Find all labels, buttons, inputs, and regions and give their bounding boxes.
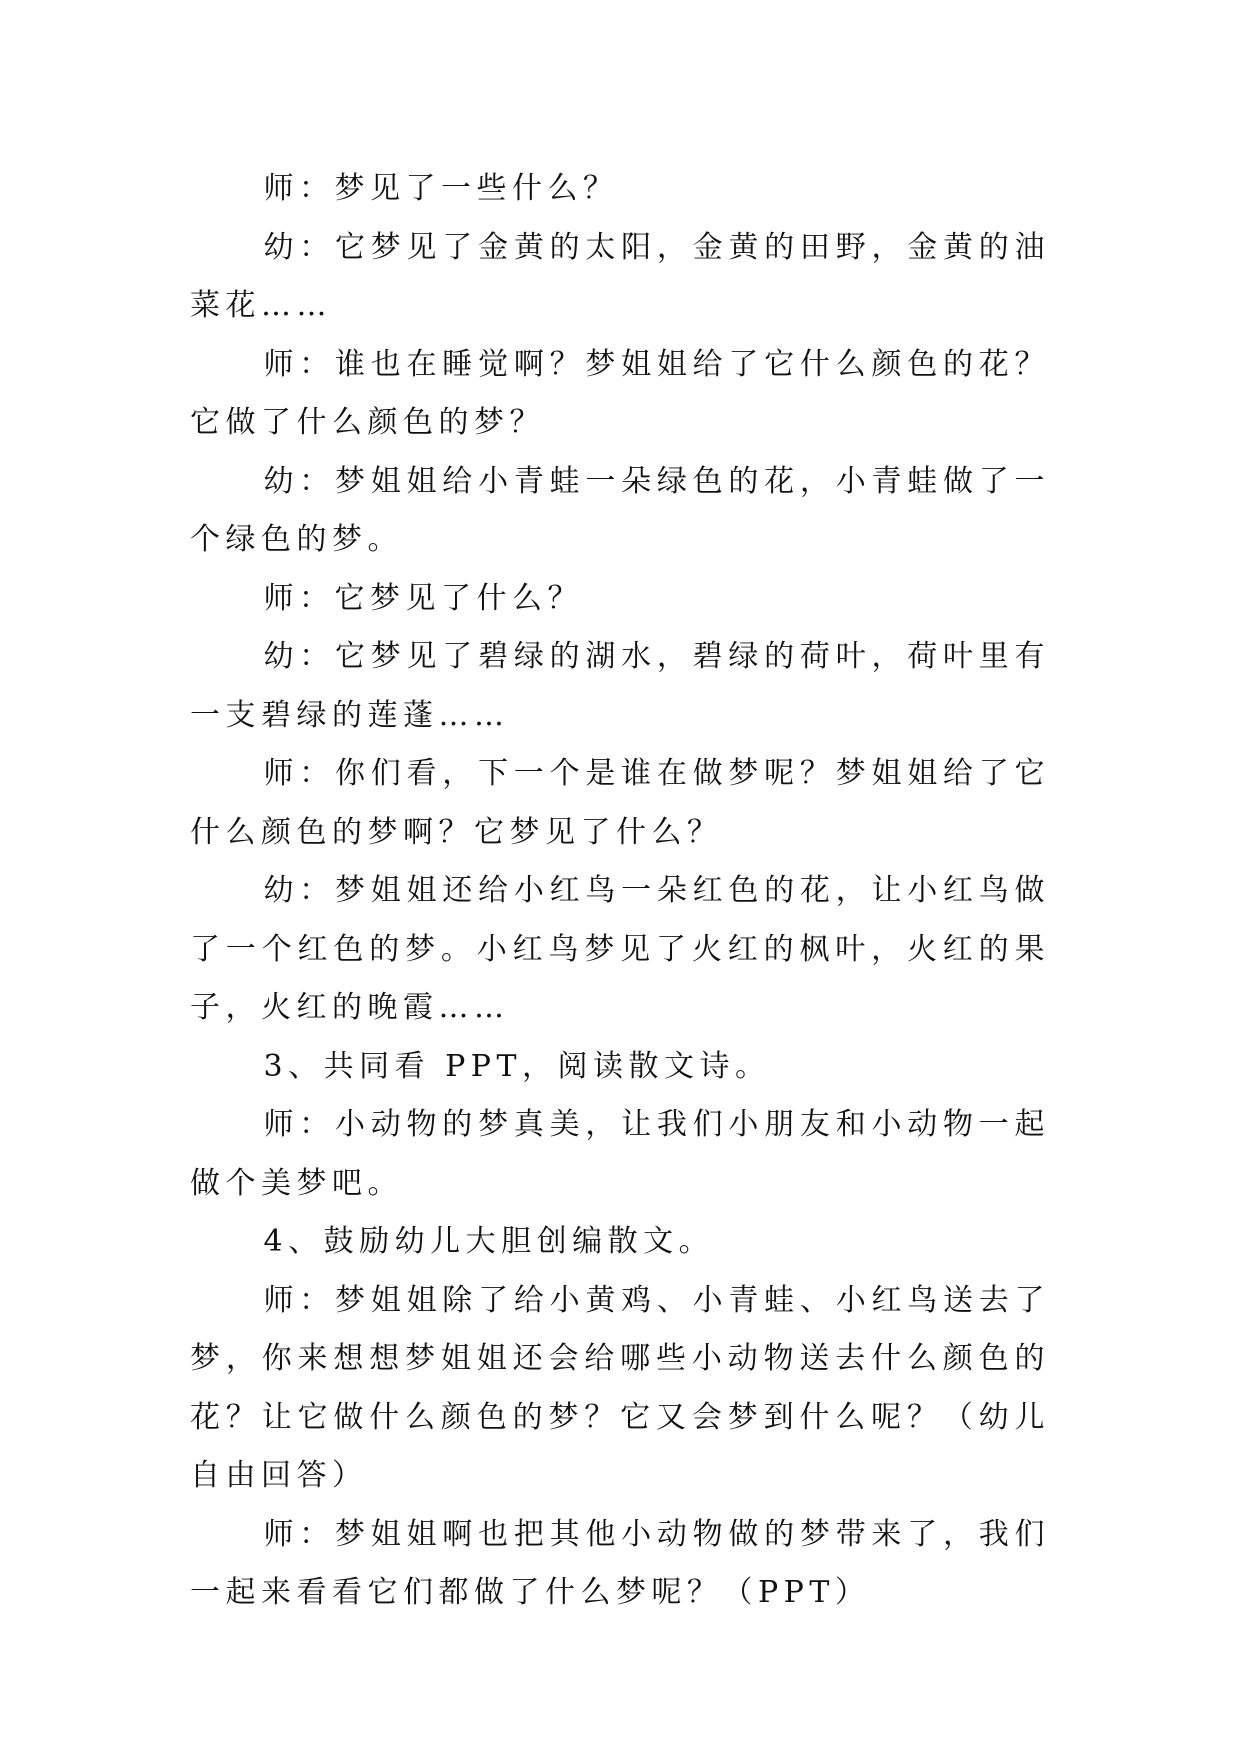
paragraph: 师：梦姐姐除了给小黄鸡、小青蛙、小红鸟送去了梦，你来想想梦姐姐还会给哪些小动物送去什么颜色的花？让它做什么颜色的梦？它又会梦到什么呢？（幼儿自由回答） [190, 1282, 1050, 1493]
paragraph: 师：梦见了一些什么？ [263, 171, 619, 206]
paragraph: 幼：它梦见了碧绿的湖水，碧绿的荷叶，荷叶里有一支碧绿的莲蓬…… [190, 639, 1050, 733]
section-step-heading: 4、鼓励幼儿大胆创编散文。 [263, 1224, 715, 1259]
paragraph: 师：谁也在睡觉啊？梦姐姐给了它什么颜色的花？它做了什么颜色的梦？ [190, 346, 1050, 440]
paragraph: 师：小动物的梦真美，让我们小朋友和小动物一起做个美梦吧。 [190, 1107, 1050, 1201]
section-step-heading: 3、共同看 PPT，阅读散文诗。 [263, 1048, 771, 1084]
paragraph: 幼：梦姐姐给小青蛙一朵绿色的花，小青蛙做了一个绿色的梦。 [190, 463, 1050, 557]
paragraph: 幼：梦姐姐还给小红鸟一朵红色的花，让小红鸟做了一个红色的梦。小红鸟梦见了火红的枫叶，火红的果子，火红的晚霞…… [190, 873, 1050, 1025]
paragraph: 师：你们看，下一个是谁在做梦呢？梦姐姐给了它什么颜色的梦啊？它梦见了什么？ [190, 756, 1050, 850]
paragraph: 师：它梦见了什么？ [263, 580, 583, 616]
document-body [190, 160, 1050, 1623]
paragraph: 师：梦姐姐啊也把其他小动物做的梦带来了，我们一起来看看它们都做了什么梦呢？（PPT） [190, 1516, 1050, 1610]
paragraph: 幼：它梦见了金黄的太阳，金黄的田野，金黄的油菜花…… [190, 229, 1050, 323]
